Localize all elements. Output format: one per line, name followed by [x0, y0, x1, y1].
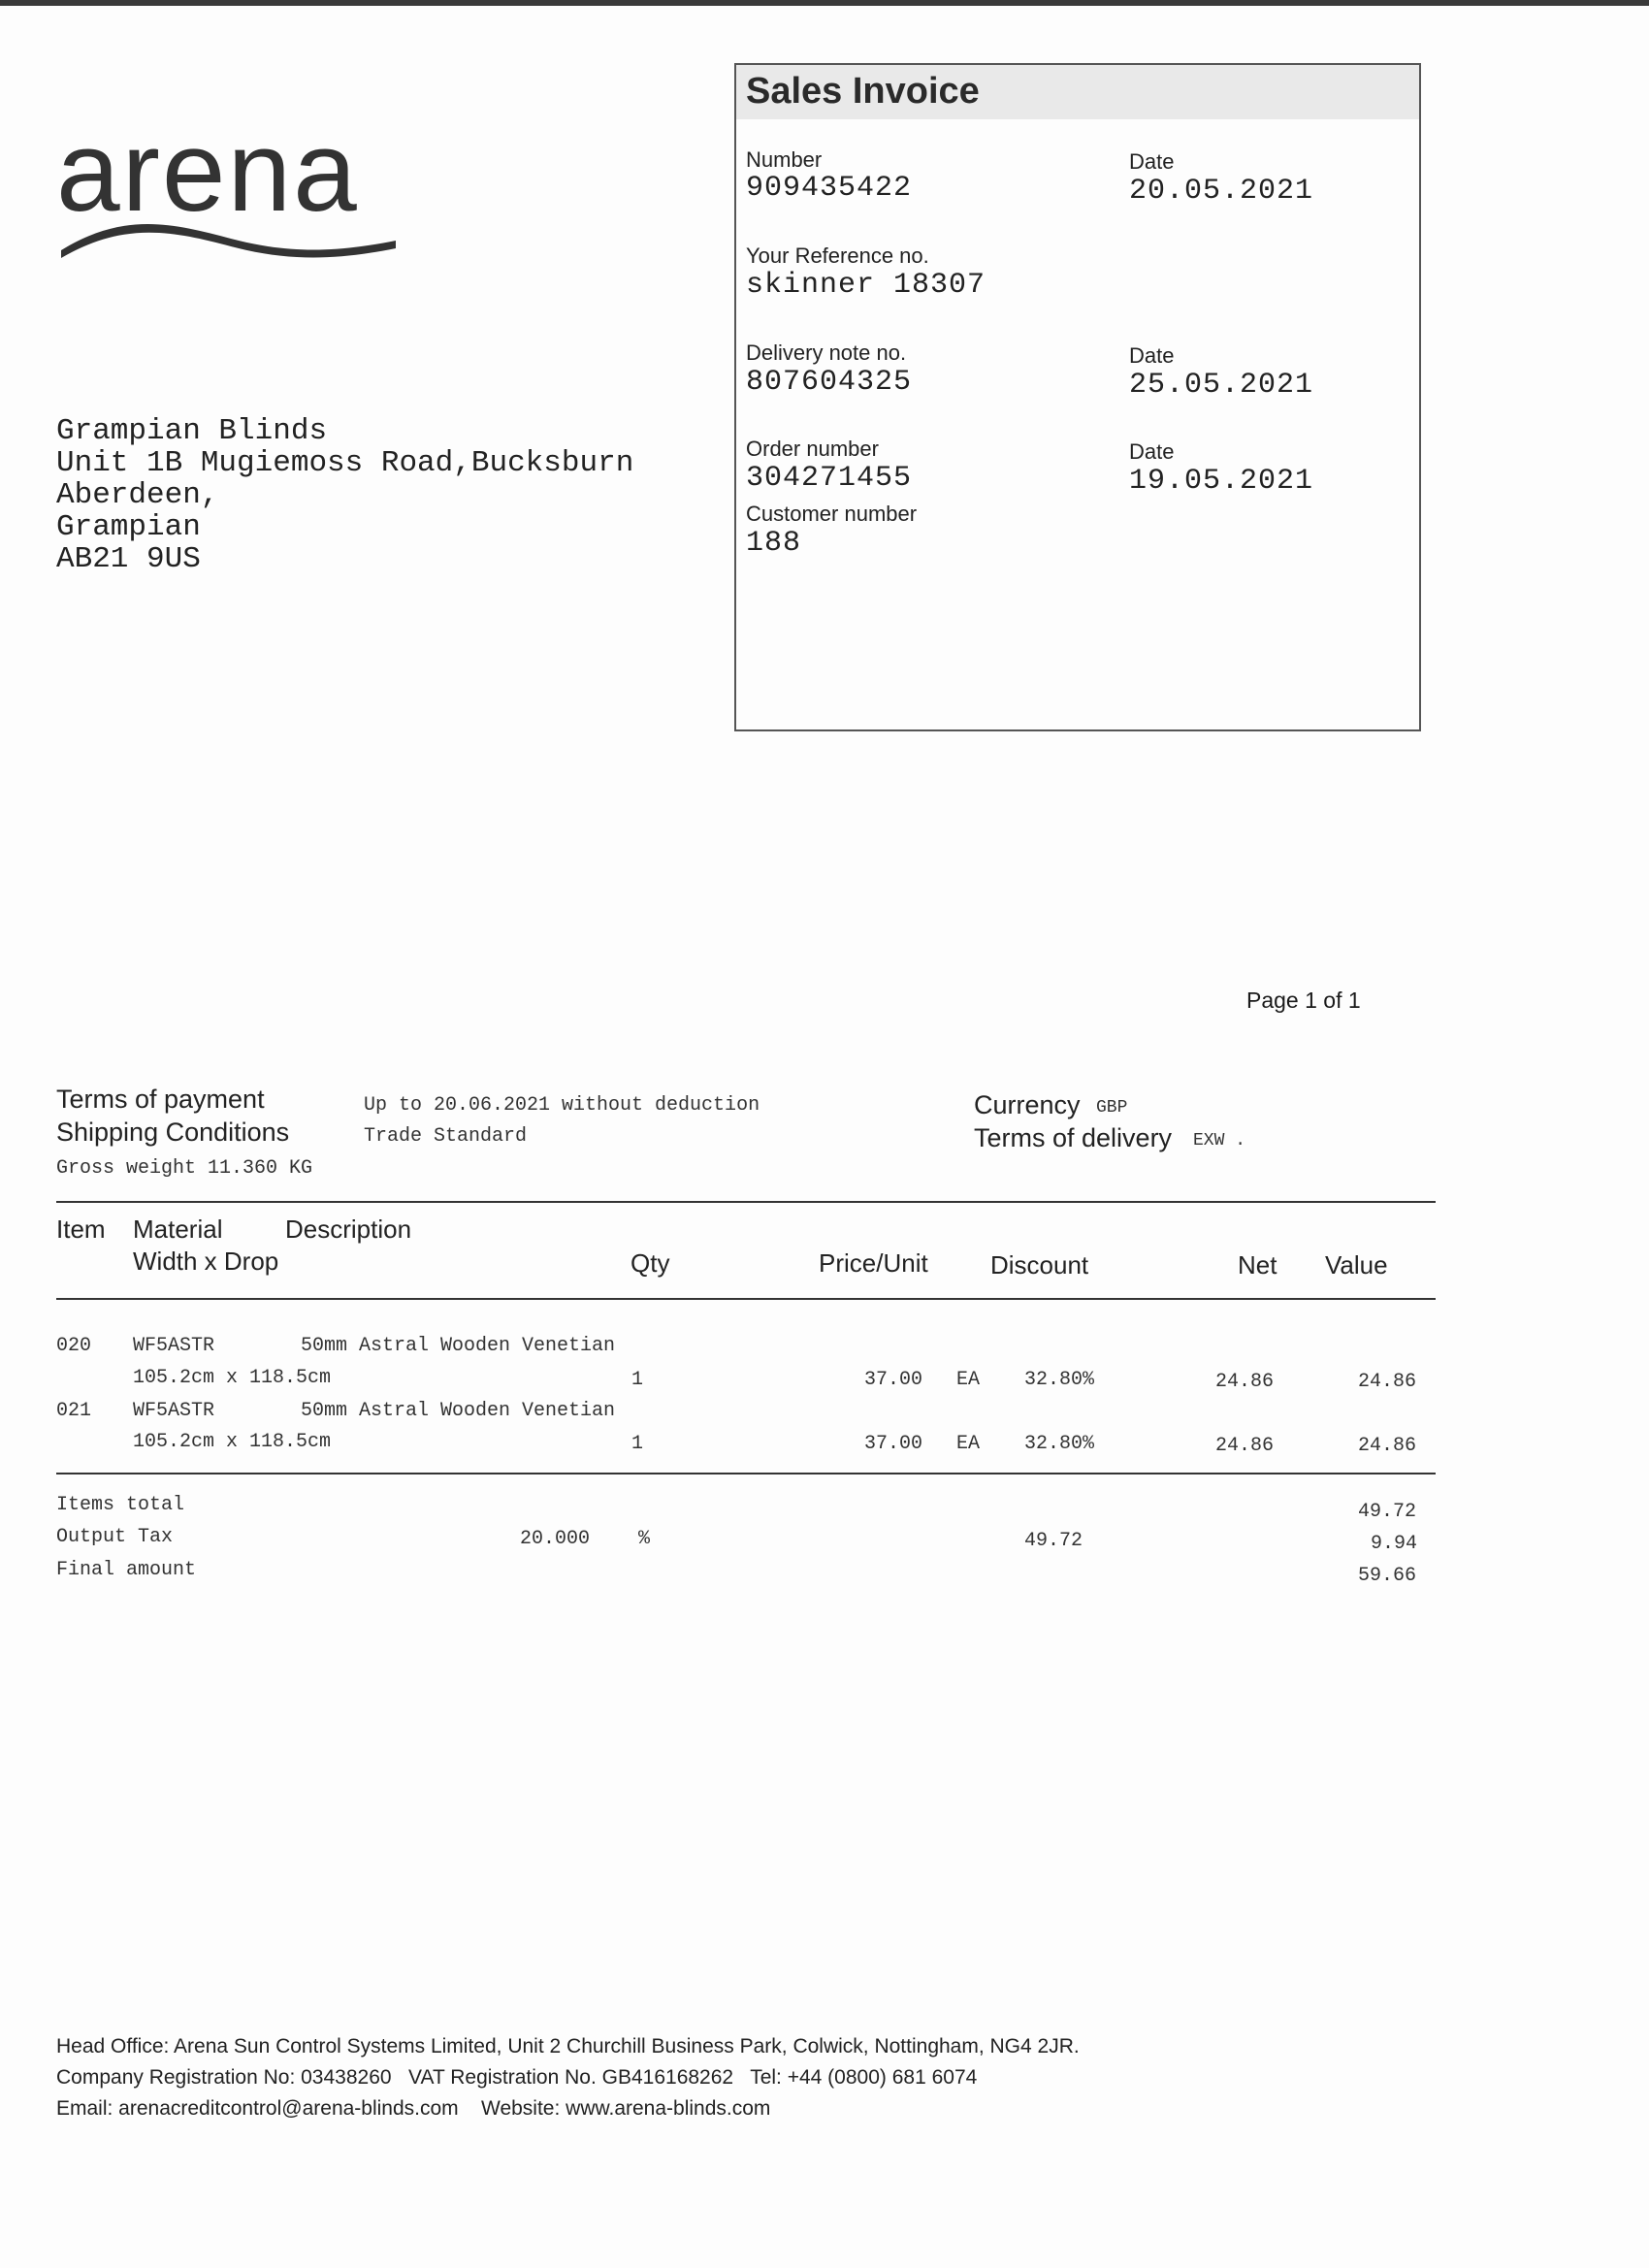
- row-discount: 32.80%: [1024, 1433, 1095, 1455]
- final-amount-value: 59.66: [1358, 1565, 1417, 1587]
- order-date-label: Date: [1129, 439, 1175, 464]
- address-line: Grampian Blinds: [56, 414, 328, 448]
- address-line: AB21 9US: [56, 542, 201, 576]
- tax-amount: 9.94: [1371, 1533, 1418, 1555]
- shipping-conditions-value: Trade Standard: [364, 1125, 528, 1148]
- row-size: 105.2cm x 118.5cm: [133, 1367, 332, 1389]
- row-discount: 32.80%: [1024, 1369, 1095, 1391]
- address-line: Grampian: [56, 510, 201, 544]
- gross-weight: Gross weight 11.360 KG: [56, 1157, 313, 1180]
- terms-of-delivery-label: Terms of delivery: [974, 1123, 1173, 1152]
- row-net: 24.86: [1215, 1371, 1275, 1393]
- logo-swoosh-icon: [56, 108, 405, 270]
- reference-label: Your Reference no.: [746, 243, 929, 268]
- footer-head-office: Head Office: Arena Sun Control Systems Limited, Unit 2 Churchill Business Park, Colwick, Nottingham, NG4 2JR.: [56, 2035, 1080, 2057]
- invoice-title: Sales Invoice: [746, 71, 980, 112]
- row-size: 105.2cm x 118.5cm: [133, 1431, 332, 1453]
- customer-number: 188: [746, 527, 802, 560]
- row-unit: EA: [956, 1369, 981, 1391]
- terms-of-payment-value: Up to 20.06.2021 without deduction: [364, 1094, 760, 1117]
- header-item: Item: [56, 1215, 106, 1244]
- terms-of-delivery-value: EXW .: [1193, 1131, 1246, 1150]
- header-discount: Discount: [990, 1250, 1089, 1280]
- customer-number-label: Customer number: [746, 502, 918, 526]
- row-material: WF5ASTR: [133, 1335, 215, 1357]
- row-description: 50mm Astral Wooden Venetian: [301, 1335, 616, 1357]
- items-total-value: 49.72: [1358, 1501, 1417, 1523]
- address-line: Unit 1B Mugiemoss Road,Bucksburn: [56, 446, 634, 480]
- row-description: 50mm Astral Wooden Venetian: [301, 1400, 616, 1422]
- number-label: Number: [746, 147, 823, 172]
- tax-rate: 20.000: [520, 1528, 591, 1550]
- header-width-drop: Width x Drop: [133, 1247, 279, 1276]
- delivery-date-label: Date: [1129, 343, 1175, 368]
- row-material: WF5ASTR: [133, 1400, 215, 1422]
- row-net: 24.86: [1215, 1435, 1275, 1457]
- order-number-label: Order number: [746, 437, 879, 461]
- row-value: 24.86: [1358, 1435, 1417, 1457]
- header-material: Material: [133, 1215, 223, 1244]
- row-qty: 1: [631, 1369, 644, 1391]
- arena-logo: [56, 108, 405, 270]
- header-net: Net: [1238, 1250, 1277, 1280]
- order-number: 304271455: [746, 462, 913, 495]
- row-price: 37.00: [864, 1433, 923, 1455]
- divider: [56, 1298, 1436, 1300]
- items-total-label: Items total: [56, 1494, 185, 1516]
- row-item: 021: [56, 1400, 92, 1422]
- logo-wordmark: arena: [56, 108, 359, 236]
- row-unit: EA: [956, 1433, 981, 1455]
- row-price: 37.00: [864, 1369, 923, 1391]
- invoice-number: 909435422: [746, 172, 913, 205]
- invoice-details-box: [734, 63, 1421, 731]
- header-price-unit: Price/Unit: [819, 1248, 928, 1278]
- address-line: Aberdeen,: [56, 478, 219, 512]
- invoice-title-bar: [736, 65, 1419, 119]
- divider: [56, 1473, 1436, 1474]
- row-item: 020: [56, 1335, 92, 1357]
- delivery-date: 25.05.2021: [1129, 369, 1314, 402]
- currency-label: Currency: [974, 1090, 1081, 1119]
- row-value: 24.86: [1358, 1371, 1417, 1393]
- date-label: Date: [1129, 149, 1175, 174]
- order-date: 19.05.2021: [1129, 465, 1314, 498]
- shipping-conditions-label: Shipping Conditions: [56, 1118, 290, 1147]
- output-tax-label: Output Tax: [56, 1526, 174, 1548]
- reference-value: skinner 18307: [746, 269, 986, 302]
- page-indicator: Page 1 of 1: [1246, 988, 1361, 1013]
- header-qty: Qty: [630, 1248, 670, 1278]
- footer-registration: Company Registration No: 03438260 VAT Registration No. GB416168262 Tel: +44 (0800) 681 6074: [56, 2066, 978, 2089]
- tax-percent-sign: %: [638, 1528, 651, 1550]
- tax-base: 49.72: [1024, 1530, 1083, 1552]
- header-value: Value: [1325, 1250, 1388, 1280]
- delivery-note-number: 807604325: [746, 366, 913, 399]
- divider: [56, 1201, 1436, 1203]
- delivery-note-label: Delivery note no.: [746, 340, 907, 365]
- footer-contact: Email: arenacreditcontrol@arena-blinds.com Website: www.arena-blinds.com: [56, 2097, 771, 2120]
- customer-address: [56, 415, 633, 575]
- row-qty: 1: [631, 1433, 644, 1455]
- invoice-date: 20.05.2021: [1129, 175, 1314, 208]
- scan-edge: [0, 0, 1649, 6]
- terms-of-payment-label: Terms of payment: [56, 1085, 265, 1114]
- header-description: Description: [285, 1215, 412, 1244]
- final-amount-label: Final amount: [56, 1559, 197, 1581]
- currency-value: GBP: [1096, 1098, 1128, 1118]
